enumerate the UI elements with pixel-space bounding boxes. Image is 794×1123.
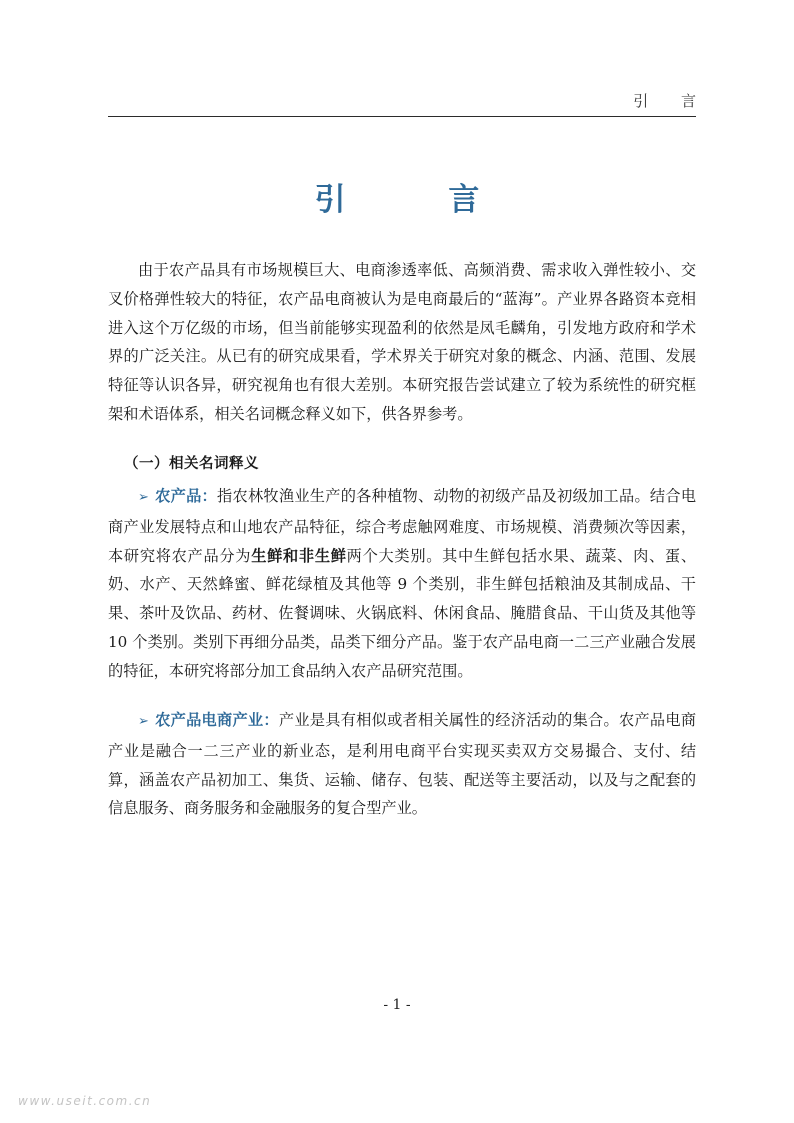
watermark: www.useit.com.cn bbox=[18, 1094, 152, 1108]
chapter-title: 引 言 bbox=[314, 182, 526, 218]
page-number: - 1 - bbox=[383, 997, 411, 1013]
term-name: 农产品电商产业： bbox=[154, 711, 279, 729]
term-definition-agri-products bbox=[108, 482, 696, 686]
term-name: 农产品： bbox=[154, 487, 218, 505]
term-text-after: 两个大类别。其中生鲜包括水果、蔬菜、肉、蛋、奶、水产、天然蜂蜜、鲜花绿植及其他等 9 个类别，非生鲜包括粮油及其制成品、干果、茶叶及饮品、药材、佐餐调味、火锅底料、休闲食品、腌腊食品、干山货及其他等 10 个类别。类别下再细分品类，品类下细分产品。鉴于农产品电商一二三产业融合发展的特征，本研究将部分加工食品纳入农产品研究范围。 bbox=[108, 546, 697, 680]
intro-paragraph: 由于农产品具有市场规模巨大、电商渗透率低、高频消费、需求收入弹性较小、交叉价格弹性较大的特征，农产品电商被认为是电商最后的“蓝海”。产业界各路资本竞相进入这个万亿级的市场，但当前能够实现盈利的依然是凤毛麟角，引发地方政府和学术界的广泛关注。从已有的研究成果看，学术界关于研究对象的概念、内涵、范围、发展特征等认识各异，研究视角也有很大差别。本研究报告尝试建立了较为系统性的研究框架和术语体系，相关名词概念释义如下，供各界参考。 bbox=[108, 261, 696, 423]
running-header-title: 引 言 bbox=[633, 92, 710, 110]
term-text-before: 指农林牧渔业生产的各种植物、动物的初级产品及初级加工品。结合电商产业发展特点和山地农产品特征，综合考虑触网难度、市场规模、消费频次等因素，本研究将农产品分为 bbox=[108, 487, 697, 565]
arrow-bullet-icon: ➢ bbox=[138, 714, 149, 729]
term-text: 产业是具有相似或者相关属性的经济活动的集合。农产品电商产业是融合一二三产业的新业态，是利用电商平台实现买卖双方交易撮合、支付、结算，涵盖农产品初加工、集货、运输、储存、包装、配送等主要活动，以及与之配套的信息服务、商务服务和金融服务的复合型产业。 bbox=[108, 711, 697, 818]
term-emphasis: 生鲜和非生鲜 bbox=[251, 546, 347, 565]
running-header bbox=[108, 88, 710, 117]
section-heading: （一）相关名词释义 bbox=[124, 456, 259, 472]
arrow-bullet-icon: ➢ bbox=[138, 490, 149, 505]
term-definition-agri-ecommerce bbox=[108, 706, 696, 823]
